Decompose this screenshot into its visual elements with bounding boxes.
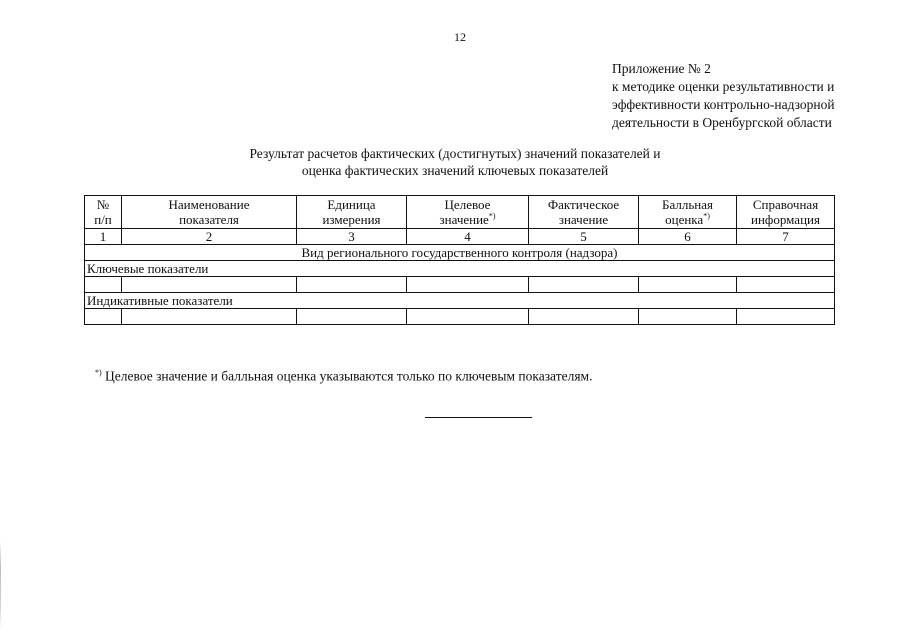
appendix-line: к методике оценки результативности и [612,79,835,94]
appendix-line: деятельности в Оренбургской области [612,115,832,130]
empty-cell [297,277,407,293]
end-rule [425,417,532,418]
empty-cell [85,277,122,293]
column-number: 6 [639,229,737,245]
footnote-mark: *) [703,211,710,221]
column-number-row [85,229,835,245]
empty-cell [122,309,297,325]
column-number: 4 [407,229,529,245]
empty-cell [639,277,737,293]
column-number: 7 [737,229,835,245]
page-number: 12 [454,30,466,44]
header-unit: Единица измерения [297,196,407,229]
header-actual-value: Фактическое значение [529,196,639,229]
key-indicators-label: Ключевые показатели [85,261,835,277]
empty-cell [407,277,529,293]
header-indicator-name: Наименование показателя [122,196,297,229]
group-row [85,293,835,309]
section-label: Вид регионального государственного контроля (надзора) [85,245,835,261]
footnote-mark: *) [95,368,102,377]
appendix-reference [612,60,835,132]
column-number: 5 [529,229,639,245]
empty-cell [529,309,639,325]
empty-cell [297,309,407,325]
column-number: 3 [297,229,407,245]
footnote-text: Целевое значение и балльная оценка указываются только по ключевым показателям. [105,368,593,384]
title-line: оценка фактических значений ключевых показателей [301,163,609,178]
empty-cell [737,277,835,293]
table-header-row [85,196,835,229]
appendix-line: Приложение № 2 [612,61,711,76]
empty-cell [85,309,122,325]
section-row [85,245,835,261]
empty-cell [639,309,737,325]
indicators-table [84,195,835,325]
column-number: 1 [85,229,122,245]
header-number: № п/п [85,196,122,229]
header-reference-info: Справочная информация [737,196,835,229]
empty-cell [122,277,297,293]
empty-cell [529,277,639,293]
empty-cell [737,309,835,325]
scan-edge-mark [0,540,1,630]
title-line: Результат расчетов фактических (достигнутых) значений показателей и [249,146,661,161]
table-row [85,277,835,293]
header-score: Балльная оценка*) [639,196,737,229]
footnote-mark: *) [488,211,496,221]
appendix-line: эффективности контрольно-надзорной [612,97,835,112]
column-number: 2 [122,229,297,245]
table-row [85,309,835,325]
empty-cell [407,309,529,325]
header-target-value: Целевое значение*) [407,196,529,229]
document-title [160,145,750,179]
footnote [95,368,592,385]
group-row [85,261,835,277]
indicative-indicators-label: Индикативные показатели [85,293,835,309]
